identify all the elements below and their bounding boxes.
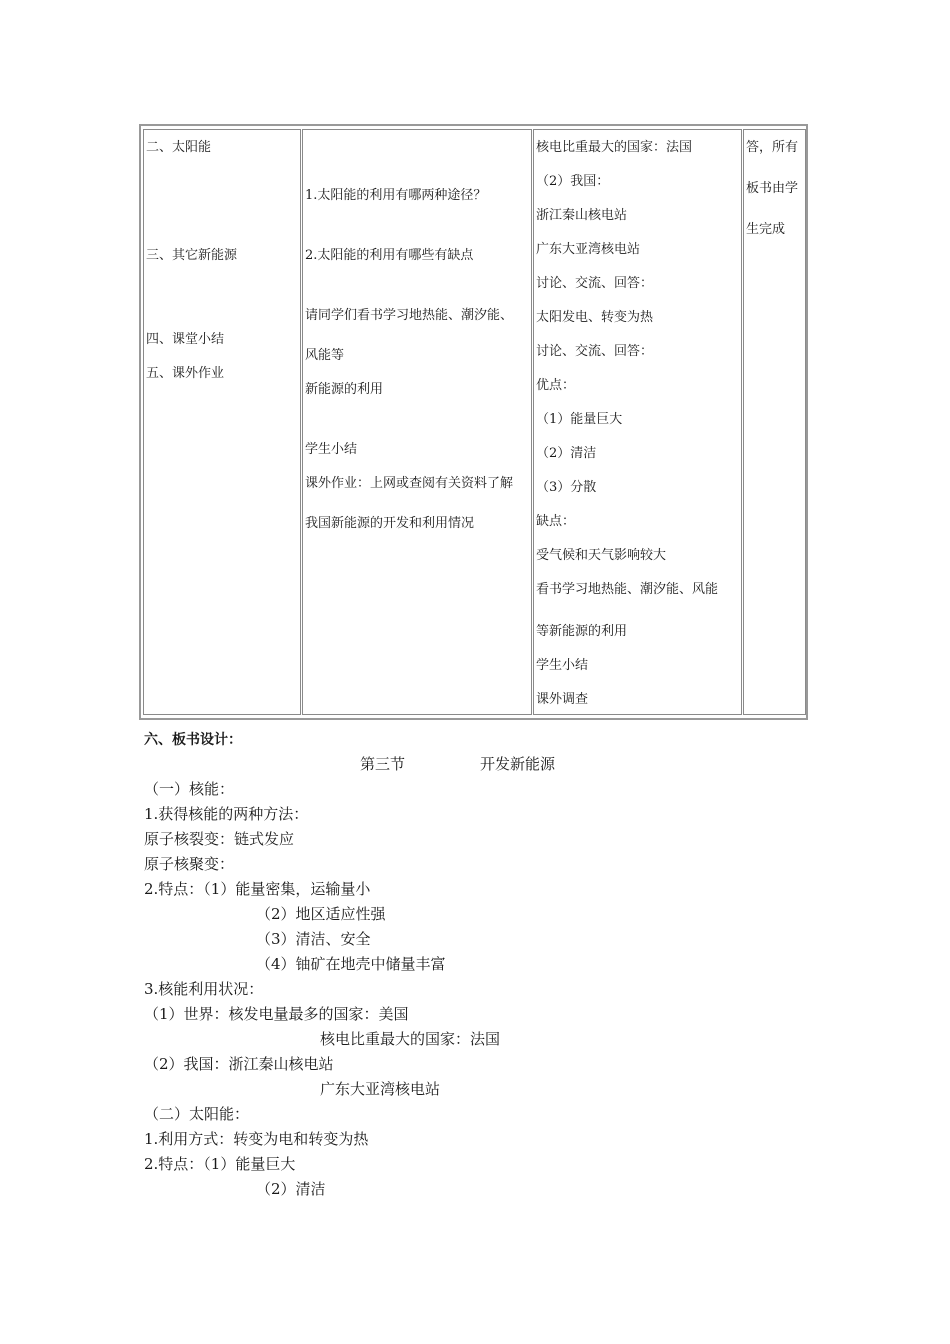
table-column-teacher-activity	[302, 129, 532, 715]
table-cell-text: （2）清洁	[536, 446, 597, 461]
table-cell-text: 我国新能源的开发和利用情况	[305, 516, 475, 531]
board-line: （2）地区适应性强	[256, 905, 386, 923]
table-cell-text: 板书由学	[746, 181, 799, 196]
table-cell-text: 二、太阳能	[146, 140, 212, 155]
table-cell-text: 课外调查	[536, 692, 589, 707]
board-line: 原子核裂变：链式发应	[144, 830, 295, 848]
board-line: （2）我国：浙江秦山核电站	[144, 1055, 334, 1073]
table-cell-text: 2.太阳能的利用有哪些有缺点	[305, 248, 474, 263]
table-column-notes	[743, 129, 806, 715]
table-cell-text: 受气候和天气影响较大	[536, 548, 667, 563]
board-line: （4）铀矿在地壳中储量丰富	[256, 955, 446, 973]
board-line: 1.利用方式：转变为电和转变为热	[144, 1130, 369, 1148]
table-cell-text: 学生小结	[536, 658, 589, 673]
section-heading: 六、板书设计：	[144, 732, 242, 748]
board-line: 3.核能利用状况：	[144, 980, 264, 998]
table-cell-text: 四、课堂小结	[146, 332, 225, 347]
table-cell-text: 核电比重最大的国家：法国	[536, 140, 693, 155]
table-cell-text: 等新能源的利用	[536, 624, 628, 639]
board-line: 核电比重最大的国家：法国	[320, 1030, 501, 1048]
board-line: 广东大亚湾核电站	[320, 1080, 441, 1098]
table-cell-text: 课外作业：上网或查阅有关资料了解	[305, 476, 514, 491]
board-line: 2.特点：（1）能量密集，运输量小	[144, 880, 371, 898]
table-cell-text: 1.太阳能的利用有哪两种途径？	[305, 188, 487, 203]
board-line: （1）世界：核发电量最多的国家：美国	[144, 1005, 409, 1023]
table-cell-text: 太阳发电、转变为热	[536, 310, 654, 325]
table-cell-text: 优点：	[536, 378, 576, 393]
board-title-topic: 开发新能源	[480, 755, 556, 773]
table-cell-text: （3）分散	[536, 480, 597, 495]
board-line: （3）清洁、安全	[256, 930, 371, 948]
table-cell-text: 生完成	[746, 222, 786, 237]
table-column-student-activity	[533, 129, 742, 715]
board-title-section: 第三节	[360, 755, 406, 773]
table-cell-text: 五、课外作业	[146, 366, 225, 381]
table-cell-text: 新能源的利用	[305, 382, 384, 397]
board-line: 1.获得核能的两种方法：	[144, 805, 309, 823]
table-cell-text: 看书学习地热能、潮汐能、风能	[536, 582, 719, 597]
table-column-teaching-content	[143, 129, 301, 715]
board-line: 2.特点：（1）能量巨大	[144, 1155, 296, 1173]
table-cell-text: 请同学们看书学习地热能、潮汐能、	[305, 308, 514, 323]
board-line: （二）太阳能：	[144, 1105, 250, 1123]
table-cell-text: 讨论、交流、回答：	[536, 344, 654, 359]
table-cell-text: 学生小结	[305, 442, 358, 457]
table-cell-text: 三、其它新能源	[146, 248, 238, 263]
table-cell-text: 广东大亚湾核电站	[536, 242, 641, 257]
table-cell-text: 风能等	[305, 348, 345, 363]
table-cell-text: （1）能量巨大	[536, 412, 623, 427]
table-cell-text: 浙江秦山核电站	[536, 208, 628, 223]
board-line: 原子核聚变：	[144, 855, 235, 873]
board-line: （一）核能：	[144, 780, 235, 798]
board-line: （2）清洁	[256, 1180, 326, 1198]
table-cell-text: 缺点：	[536, 514, 576, 529]
table-cell-text: 讨论、交流、回答：	[536, 276, 654, 291]
lesson-plan-table	[139, 124, 808, 720]
table-cell-text: （2）我国：	[536, 174, 610, 189]
table-cell-text: 答，所有	[746, 140, 799, 155]
